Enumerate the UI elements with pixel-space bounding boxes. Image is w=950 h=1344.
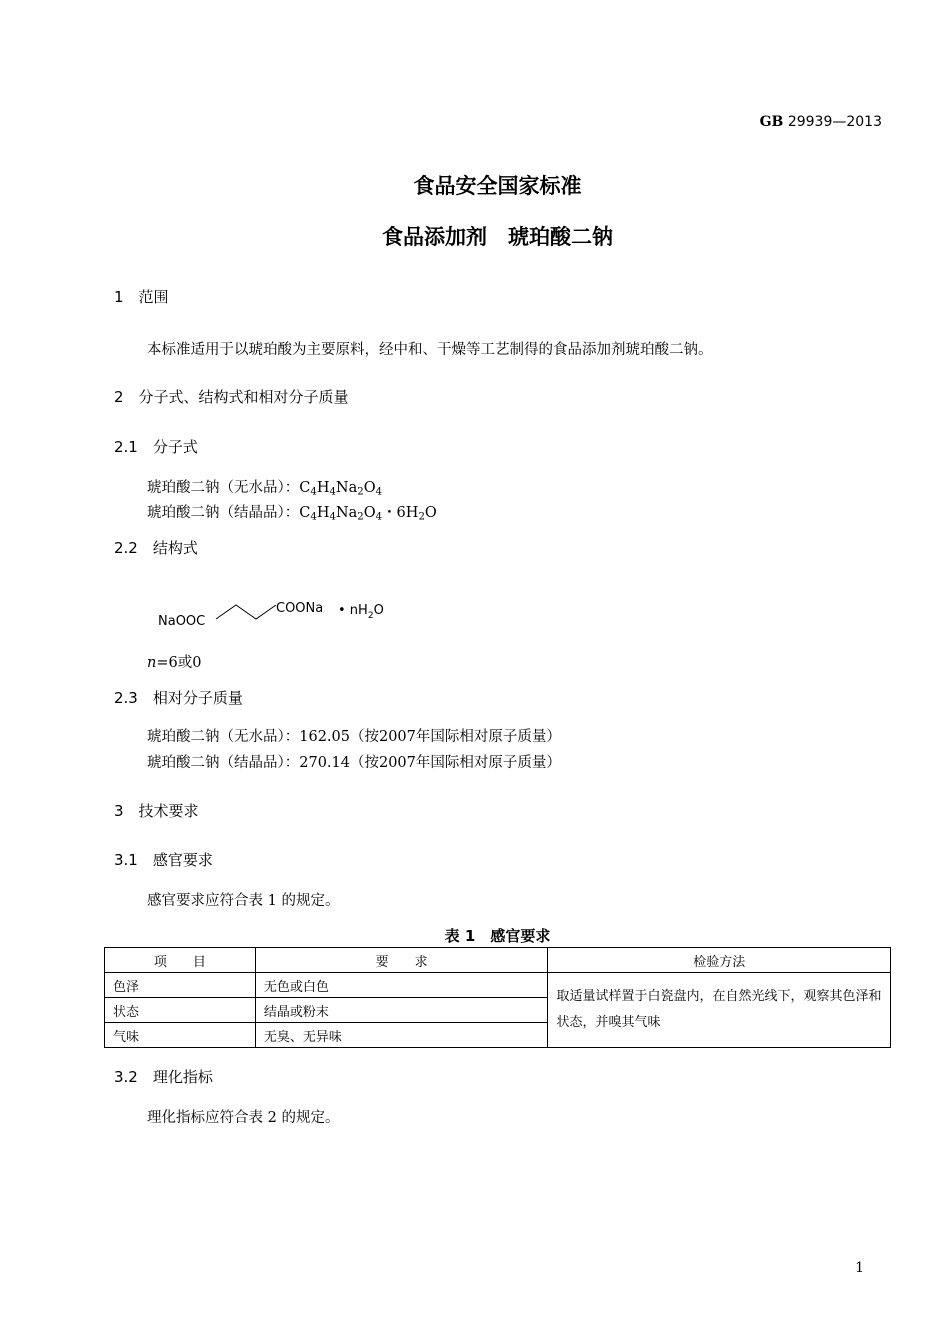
inspection-method: 取适量试样置于白瓷盘内，在自然光线下，观察其色泽和状态，并嗅其气味: [548, 973, 891, 1048]
row-item: 状态: [105, 998, 256, 1023]
left-group-label: NaOOC: [158, 614, 206, 629]
section-2-1-heading: 2.1 分子式: [114, 438, 198, 456]
section-3-heading: 3 技术要求: [114, 802, 199, 820]
section-1-heading: 1 范围: [114, 288, 169, 306]
header-requirement: 要 求: [255, 948, 548, 973]
row-item: 气味: [105, 1023, 256, 1048]
formula-crystal: 琥珀酸二钠（结晶品）：$C_4H_4Na_2O_4$・$6H_2O$: [147, 505, 437, 523]
structural-formula: [150, 590, 410, 635]
carbon-chain-bonds: [216, 605, 276, 619]
section-2-heading: 2 分子式、结构式和相对分子质量: [114, 388, 349, 406]
row-requirement: 无臭、无异味: [255, 1023, 548, 1048]
document-subtitle: 食品添加剂 琥珀酸二钠: [382, 225, 613, 249]
section-2-3-heading: 2.3 相对分子质量: [114, 689, 243, 707]
section-3-2-text: 理化指标应符合表 2 的规定。: [147, 1110, 340, 1126]
section-3-1-heading: 3.1 感官要求: [114, 851, 213, 869]
page-number: 1: [855, 1260, 864, 1276]
table-1: [104, 947, 891, 1048]
n-value-note: n=6或0: [147, 655, 202, 671]
section-2-2-heading: 2.2 结构式: [114, 539, 198, 557]
formula-anhydrous: 琥珀酸二钠（无水品）：$C_4H_4Na_2O_4$: [147, 480, 383, 498]
section-1-text: 本标准适用于以琥珀酸为主要原料，经中和、干燥等工艺制得的食品添加剂琥珀酸二钠。: [147, 342, 713, 358]
row-requirement: 无色或白色: [255, 973, 548, 998]
header-method: 检验方法: [548, 948, 891, 973]
standard-code: GB 29939—2013: [759, 114, 882, 130]
row-item: 色泽: [105, 973, 256, 998]
mass-anhydrous: 琥珀酸二钠（无水品）：162.05（按2007年国际相对原子质量）: [147, 729, 561, 745]
mass-crystal: 琥珀酸二钠（结晶品）：270.14（按2007年国际相对原子质量）: [147, 755, 561, 771]
section-3-1-text: 感官要求应符合表 1 的规定。: [147, 893, 340, 909]
table-row: [105, 973, 891, 998]
table-1-caption: 表 1 感官要求: [444, 927, 551, 945]
hydrate-label: • $nH_2O$: [338, 603, 384, 621]
document-title: 食品安全国家标准: [413, 174, 582, 198]
section-3-2-heading: 3.2 理化指标: [114, 1068, 213, 1086]
header-item: 项 目: [105, 948, 256, 973]
table-header-row: [105, 948, 891, 973]
row-requirement: 结晶或粉末: [255, 998, 548, 1023]
right-group-label: COONa: [276, 601, 324, 616]
